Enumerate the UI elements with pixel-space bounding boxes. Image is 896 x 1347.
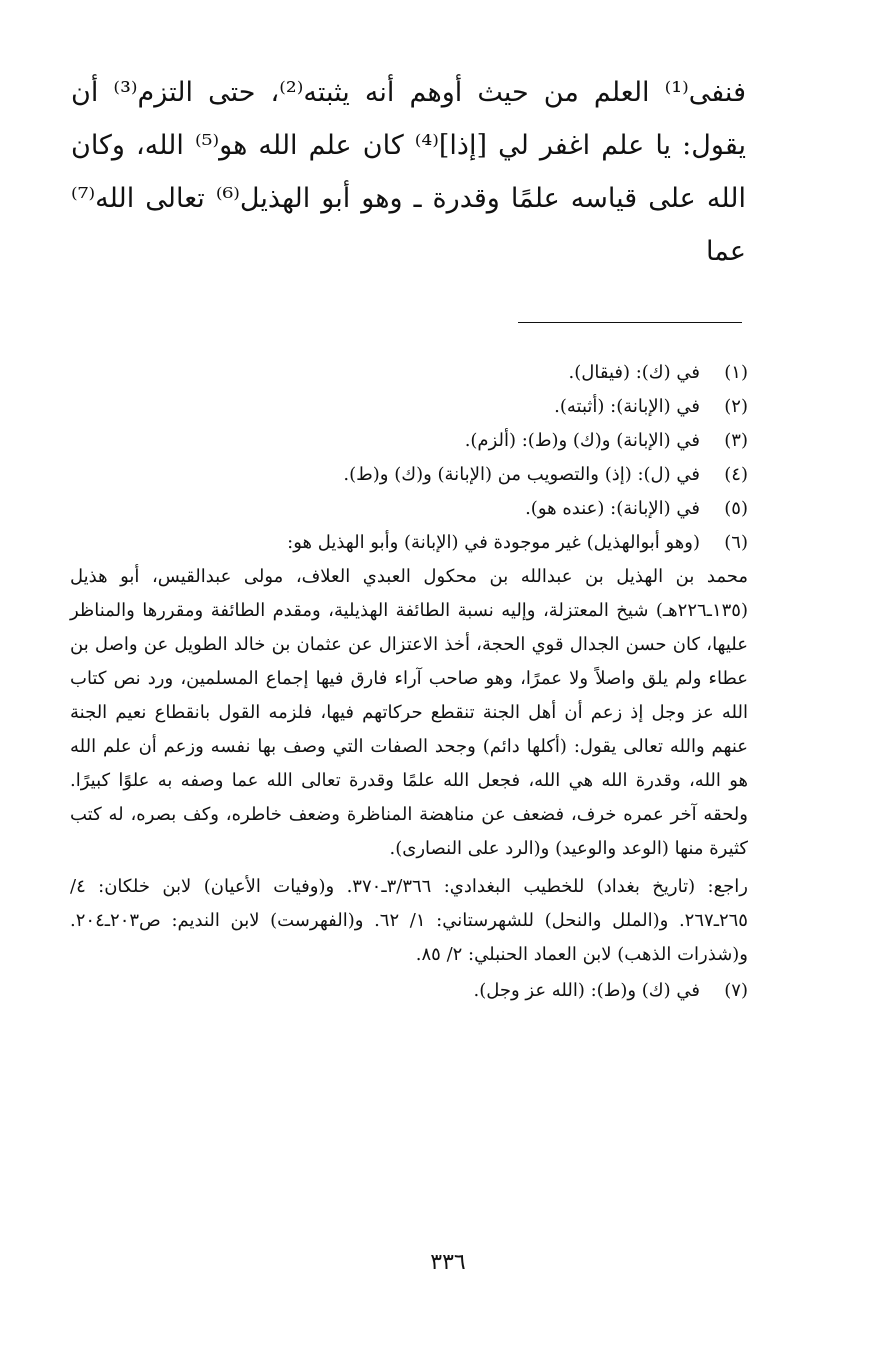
- page-number: ٣٣٦: [430, 1250, 466, 1275]
- footnote-number: (٣): [724, 430, 748, 451]
- footnote-6: [70, 526, 748, 560]
- footnote-number: (٦): [724, 532, 748, 553]
- footnote-7: [70, 974, 748, 1008]
- footnote-number: (٥): [724, 498, 748, 519]
- footnote-divider: [518, 322, 742, 323]
- footnote-3: [70, 424, 748, 458]
- main-paragraph: فنفى⁽¹⁾ العلم من حيث أوهم أنه يثبته⁽²⁾، حتى التزم⁽³⁾ أن يقول: يا علم اغفر لي [إذا]⁽⁴⁾ كان علم الله هو⁽⁵⁾ الله، وكان الله على قياسه علمًا وقدرة ـ وهو أبو الهذيل⁽⁶⁾ تعالى الله⁽⁷⁾ عما: [71, 77, 746, 267]
- main-text-block: [71, 66, 746, 278]
- footnote-2: [70, 390, 748, 424]
- footnote-number: (٢): [724, 396, 748, 417]
- footnote-6-references: راجع: (تاريخ بغداد) للخطيب البغدادي: ٣/٣٦٦ـ٣٧٠. و(وفيات الأعيان) لابن خلكان: ٤/ ٢٦٥ـ٢٦٧. و(الملل والنحل) للشهرستاني: ١/ ٦٢. و(الفهرست) لابن النديم: ص٢٠٣ـ٢٠٤. و(شذرات الذهب) لابن العماد الحنبلي: ٢/ ٨٥.: [70, 876, 748, 965]
- footnote-text: في (الإبانة): (أثبته).: [554, 396, 700, 417]
- footnotes-section: [70, 356, 748, 1008]
- footnote-4: [70, 458, 748, 492]
- footnote-5: [70, 492, 748, 526]
- footnote-text: في (ك) و(ط): (الله عز وجل).: [473, 980, 700, 1001]
- footnote-number: (١): [724, 362, 748, 383]
- footnote-text: في (الإبانة) و(ك) و(ط): (ألزم).: [464, 430, 700, 451]
- footnote-text: في (ل): (إذ) والتصويب من (الإبانة) و(ك) و(ط).: [343, 464, 700, 485]
- footnote-number: (٤): [724, 464, 748, 485]
- footnote-text: في (الإبانة): (عنده هو).: [525, 498, 700, 519]
- footnote-text: في (ك): (فيقال).: [568, 362, 700, 383]
- footnote-number: (٧): [724, 980, 748, 1001]
- footnote-text: (وهو أبوالهذيل) غير موجودة في (الإبانة) وأبو الهذيل هو:: [287, 532, 700, 553]
- footnote-6-biography: محمد بن الهذيل بن عبدالله بن محكول العبدي العلاف، مولى عبدالقيس، أبو هذيل (١٣٥ـ٢٢٦هـ) شيخ المعتزلة، وإليه نسبة الطائفة الهذيلية، ومقدم الطائفة ومقررها والمناظر عليها، كان حسن الجدال قوي الحجة، أخذ الاعتزال عن عثمان بن خالد الطويل عن واصل بن عطاء ولم يلق واصلاً ولا عمرًا، وهو صاحب آراء فارق فيها إجماع المسلمين، ورد نص كتاب الله عز وجل إذ زعم أن أهل الجنة تنقطع حركاتهم فيها، فلزمه القول بانقطاع نعيم الجنة عنهم والله تعالى يقول: (أكلها دائم) وجحد الصفات التي وصف بها نفسه وزعم أن علم الله هو الله، وقدرة الله هي الله، فجعل الله علمًا وقدرة تعالى الله عما وصفه به علوًا كبيرًا. ولحقه آخر عمره خرف، فضعف عن مناهضة المناظرة وضعف خاطره، وكف بصره، له كتب كثيرة منها (الوعد والوعيد) و(الرد على النصارى).: [70, 566, 748, 859]
- footnote-1: [70, 356, 748, 390]
